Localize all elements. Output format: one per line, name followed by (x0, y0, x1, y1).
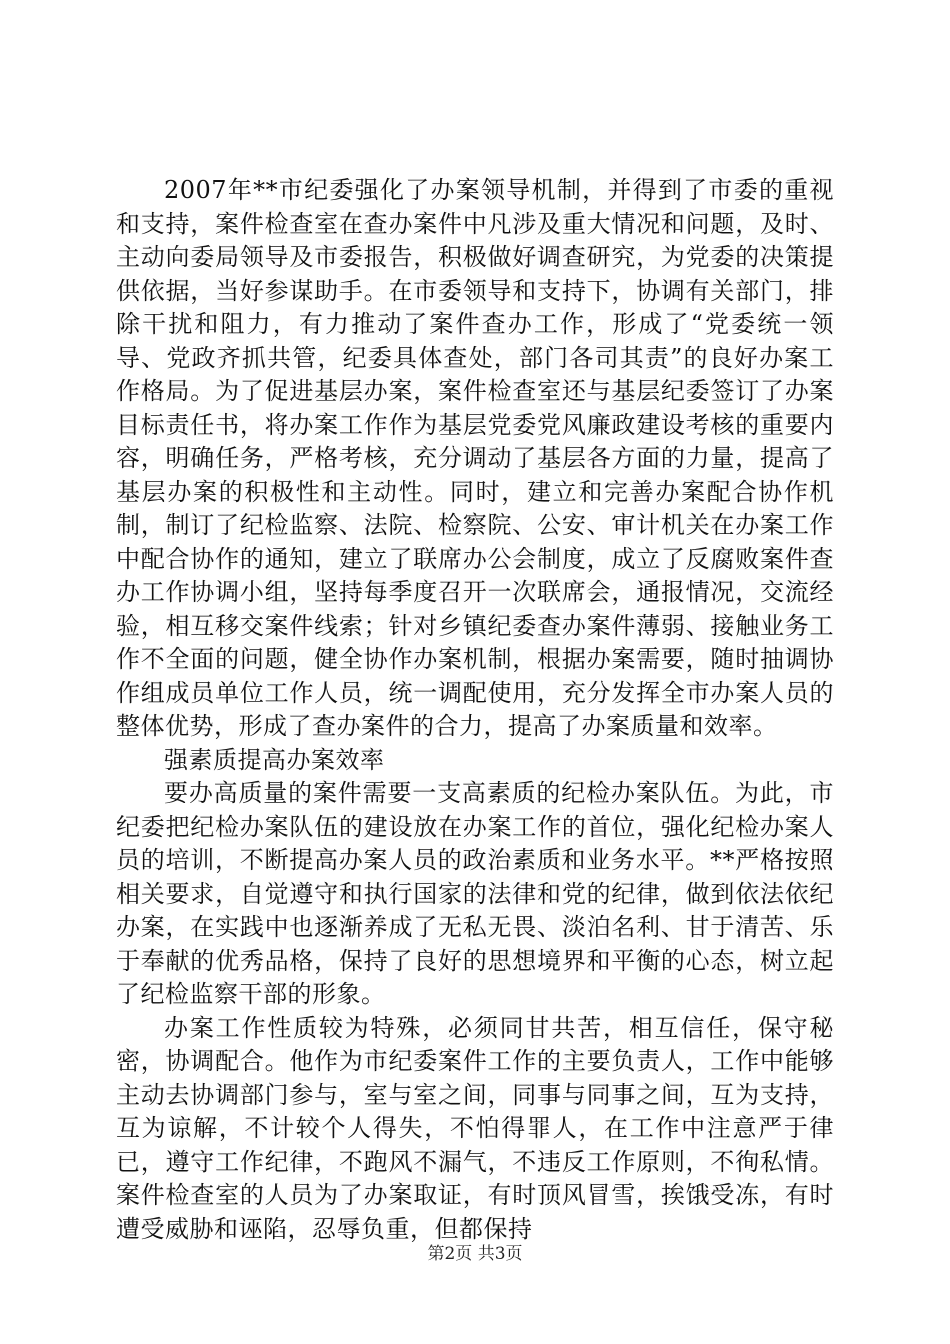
document-body (116, 174, 834, 1246)
paragraph-work-nature: 办案工作性质较为特殊，必须同甘共苦，相互信任，保守秘密，协调配合。他作为市纪委案件工作的主要负责人，工作中能够主动去协调部门参与，室与室之间，同事与同事之间，互为支持，互为谅解，不计较个人得失，不怕得罪人，在工作中注意严于律已，遵守工作纪律，不跑风不漏气，不违反工作原则，不徇私情。案件检查室的人员为了办案取证，有时顶风冒雪，挨饿受冻，有时遭受威胁和诬陷，忍辱负重，但都保持 (116, 1013, 834, 1243)
page-footer: 第2页 共3页 (427, 1244, 523, 1264)
paragraph-team-quality: 要办高质量的案件需要一支高素质的纪检办案队伍。为此，市纪委把纪检办案队伍的建设放在办案工作的首位，强化纪检办案人员的培训，不断提高办案人员的政治素质和业务水平。**严格按照相关要求，自觉遵守和执行国家的法律和党的纪律，做到依法依纪办案，在实践中也逐渐养成了无私无畏、淡泊名利、甘于清苦、乐于奉献的优秀品格，保持了良好的思想境界和平衡的心态，树立起了纪检监察干部的形象。 (116, 779, 834, 1008)
paragraph-case-leadership: 2007年**市纪委强化了办案领导机制，并得到了市委的重视和支持，案件检查室在查办案件中凡涉及重大情况和问题，及时、主动向委局领导及市委报告，积极做好调查研究，为党委的决策提供依据，当好参谋助手。在市委领导和支持下，协调有关部门，排除干扰和阻力，有力推动了案件查办工作，形成了“党委统一领导、党政齐抓共管，纪委具体查处，部门各司其责”的良好办案工作格局。为了促进基层办案，案件检查室还与基层纪委签订了办案目标责任书，将办案工作作为基层党委党风廉政建设考核的重要内容，明确任务，严格考核，充分调动了基层各方面的力量，提高了基层办案的积极性和主动性。同时，建立和完善办案配合协作机制，制订了纪检监察、法院、检察院、公安、审计机关在办案工作中配合协作的通知，建立了联席办公会制度，成立了反腐败案件查办工作协调小组，坚持每季度召开一次联席会，通报情况，交流经验，相互移交案件线索；针对乡镇纪委查办案件薄弱、接触业务工作不全面的问题，健全协作办案机制，根据办案需要，随时抽调协作组成员单位工作人员，统一调配使用，充分发挥全市办案人员的整体优势，形成了查办案件的合力，提高了办案质量和效率。 (116, 176, 834, 740)
section-heading: 强素质提高办案效率 (164, 745, 385, 774)
